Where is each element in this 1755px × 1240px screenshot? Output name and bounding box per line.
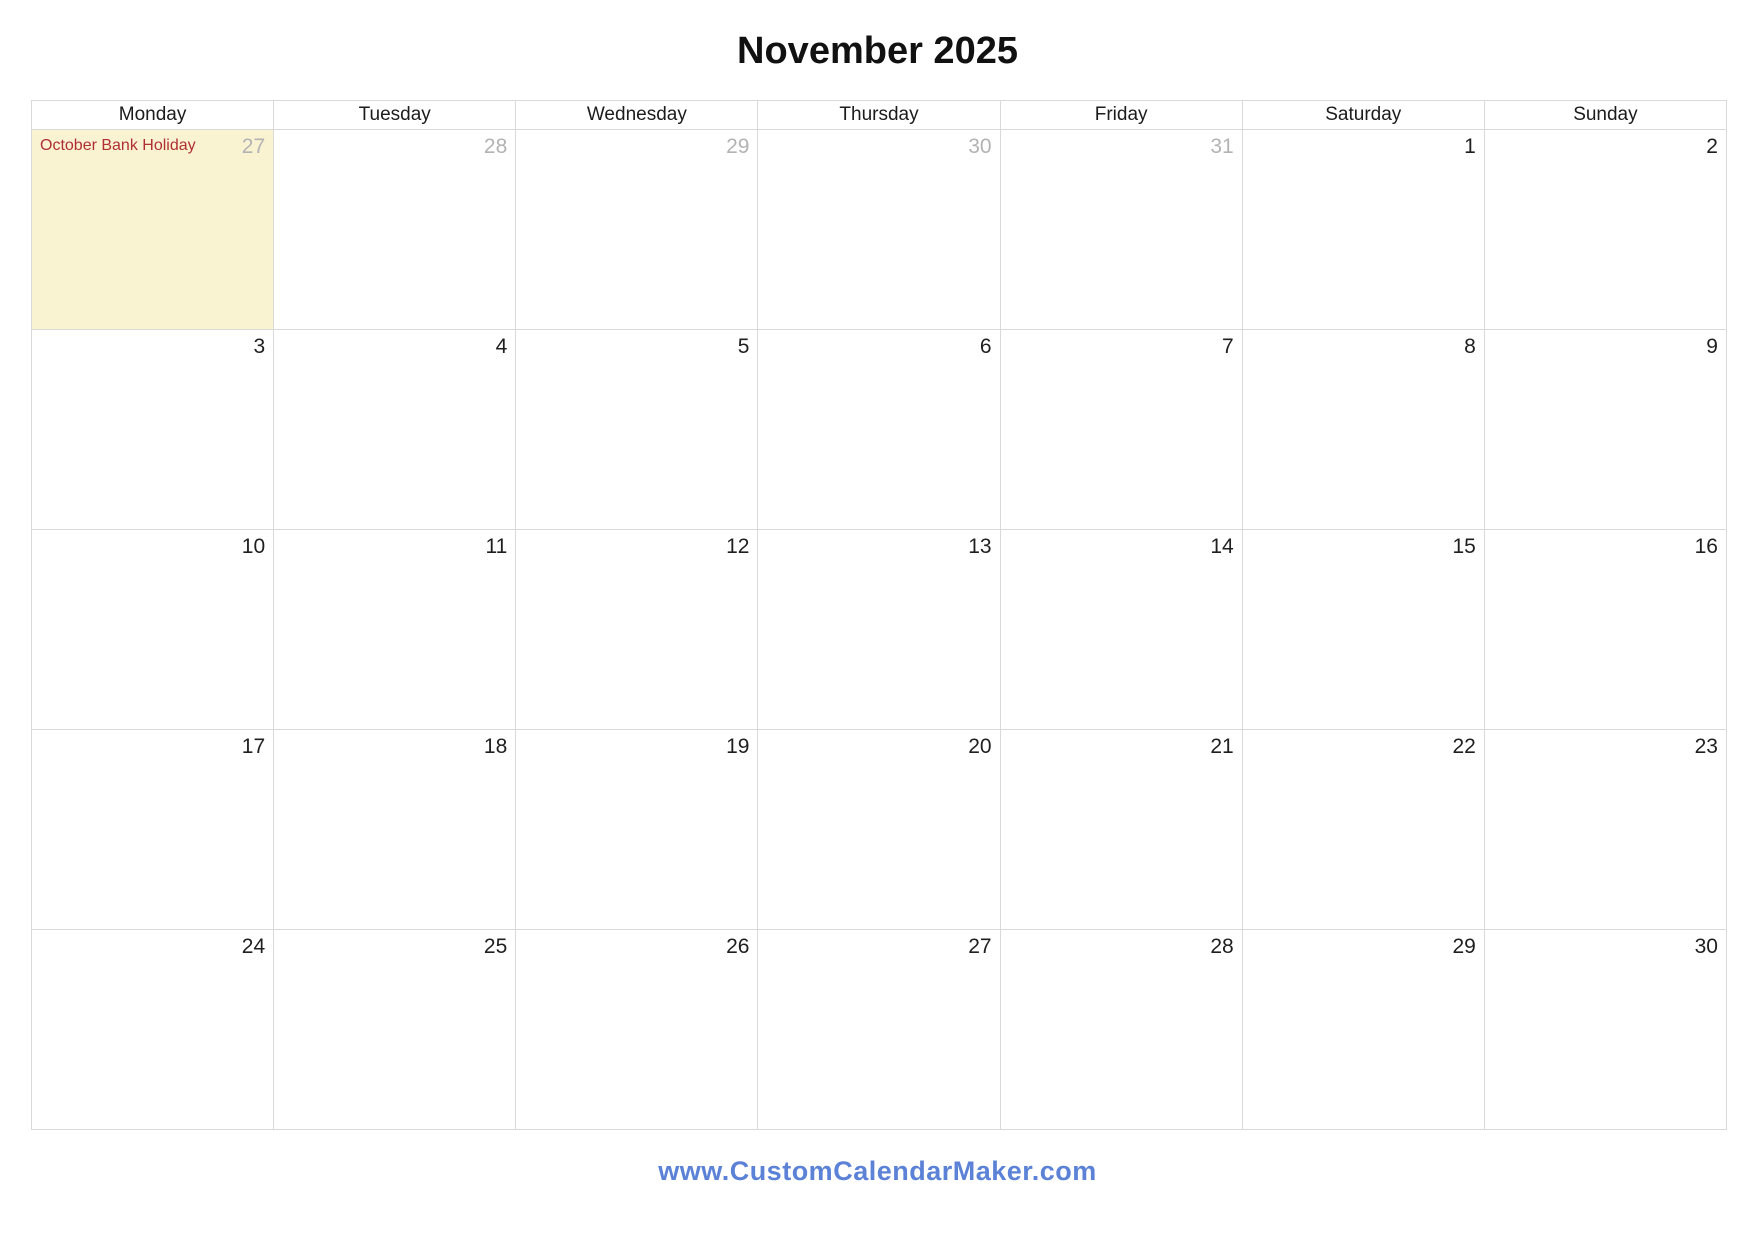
calendar-cell: [1001, 330, 1242, 529]
cell-topline: [32, 930, 273, 958]
calendar-cell: [1243, 530, 1484, 729]
cell-topline: [32, 130, 273, 158]
day-number: 21: [1210, 735, 1234, 758]
weekday-header-thursday: Thursday: [758, 101, 999, 129]
page-title: November 2025: [737, 30, 1018, 72]
day-number: 1: [1464, 135, 1476, 158]
cell-topline: [274, 530, 515, 558]
day-number: 31: [1210, 135, 1234, 158]
calendar-cell: [274, 330, 515, 529]
weekday-header-friday: Friday: [1001, 101, 1242, 129]
calendar-cell: [32, 930, 273, 1129]
calendar-cell: [274, 730, 515, 929]
cell-topline: [1001, 930, 1242, 958]
calendar-cell: [1001, 930, 1242, 1129]
cell-topline: [1001, 730, 1242, 758]
calendar-cell: [758, 330, 999, 529]
cell-topline: [274, 730, 515, 758]
cell-topline: [1001, 330, 1242, 358]
calendar-cell: [1243, 330, 1484, 529]
calendar-cell: [274, 930, 515, 1129]
cell-topline: [758, 130, 999, 158]
cell-topline: [1485, 530, 1726, 558]
cell-topline: [1485, 730, 1726, 758]
day-number: 30: [968, 135, 992, 158]
calendar-cell: [274, 130, 515, 329]
cell-topline: [1243, 530, 1484, 558]
day-number: 10: [241, 535, 266, 558]
weekday-header-wednesday: Wednesday: [516, 101, 757, 129]
day-number: 4: [495, 335, 508, 358]
day-number: 19: [726, 735, 750, 758]
footer: [0, 1156, 1755, 1187]
cell-topline: [1001, 530, 1242, 558]
cell-topline: [516, 530, 757, 558]
day-number: 24: [241, 935, 266, 958]
calendar-cell: [758, 930, 999, 1129]
cell-topline: [516, 930, 757, 958]
calendar-cell: [516, 130, 757, 329]
cell-topline: [32, 530, 273, 558]
day-number: 29: [726, 135, 750, 158]
day-number: 3: [253, 335, 266, 358]
calendar-grid: [31, 100, 1727, 1130]
calendar-cell: [1485, 730, 1726, 929]
day-number: 8: [1464, 335, 1476, 358]
day-number: 18: [483, 735, 508, 758]
weekday-header-monday: Monday: [32, 101, 273, 129]
day-number: 15: [1452, 535, 1476, 558]
cell-topline: [516, 130, 757, 158]
cell-topline: [32, 330, 273, 358]
day-number: 26: [726, 935, 750, 958]
cell-topline: [1485, 130, 1726, 158]
calendar-cell: [1001, 730, 1242, 929]
calendar-cell: [32, 730, 273, 929]
calendar-cell: [516, 730, 757, 929]
calendar-cell: [1243, 930, 1484, 1129]
cell-topline: [758, 530, 999, 558]
cell-topline: [274, 930, 515, 958]
day-number: 20: [968, 735, 992, 758]
calendar-cell: [1485, 930, 1726, 1129]
day-number: 16: [1694, 535, 1718, 558]
cell-topline: [516, 730, 757, 758]
calendar-cell: [274, 530, 515, 729]
day-number: 29: [1452, 935, 1476, 958]
calendar-cell: [516, 530, 757, 729]
calendar-cell: [1485, 530, 1726, 729]
footer-website-link[interactable]: www.CustomCalendarMaker.com: [658, 1156, 1097, 1186]
calendar-cell: [758, 130, 999, 329]
calendar-cell: [758, 530, 999, 729]
cell-topline: [1243, 330, 1484, 358]
cell-topline: [1243, 130, 1484, 158]
calendar-cell: [1001, 530, 1242, 729]
cell-topline: [758, 930, 999, 958]
holiday-label: October Bank Holiday: [40, 137, 196, 154]
day-number: 6: [979, 335, 992, 358]
day-number: 7: [1222, 335, 1234, 358]
day-number: 23: [1694, 735, 1718, 758]
cell-topline: [1243, 930, 1484, 958]
day-number: 13: [968, 535, 992, 558]
cell-topline: [1243, 730, 1484, 758]
calendar-cell: [1485, 330, 1726, 529]
day-number: 12: [726, 535, 750, 558]
cell-topline: [1485, 930, 1726, 958]
cell-topline: [1485, 330, 1726, 358]
day-number: 28: [1210, 935, 1234, 958]
day-number: 9: [1706, 335, 1718, 358]
calendar-cell: [1001, 130, 1242, 329]
cell-topline: [758, 330, 999, 358]
day-number: 25: [483, 935, 508, 958]
day-number: 17: [241, 735, 266, 758]
weekday-header-sunday: Sunday: [1485, 101, 1726, 129]
cell-topline: [758, 730, 999, 758]
day-number: 27: [968, 935, 992, 958]
cell-topline: [32, 730, 273, 758]
cell-topline: [274, 330, 515, 358]
day-number: 11: [485, 535, 508, 558]
cell-topline: [274, 130, 515, 158]
calendar-cell: [1243, 730, 1484, 929]
weekday-header-saturday: Saturday: [1243, 101, 1484, 129]
day-number: 27: [241, 135, 266, 158]
calendar-cell: [516, 330, 757, 529]
calendar-cell: [32, 530, 273, 729]
cell-topline: [1001, 130, 1242, 158]
day-number: 2: [1706, 135, 1718, 158]
calendar-cell: [1485, 130, 1726, 329]
calendar-cell: [758, 730, 999, 929]
day-number: 30: [1694, 935, 1718, 958]
day-number: 28: [483, 135, 508, 158]
calendar-cell: [1243, 130, 1484, 329]
day-number: 14: [1210, 535, 1234, 558]
day-number: 22: [1452, 735, 1476, 758]
calendar-cell: [32, 130, 273, 329]
day-number: 5: [737, 335, 750, 358]
calendar-cell: [516, 930, 757, 1129]
cell-topline: [516, 330, 757, 358]
calendar-cell: [32, 330, 273, 529]
weekday-header-tuesday: Tuesday: [274, 101, 515, 129]
